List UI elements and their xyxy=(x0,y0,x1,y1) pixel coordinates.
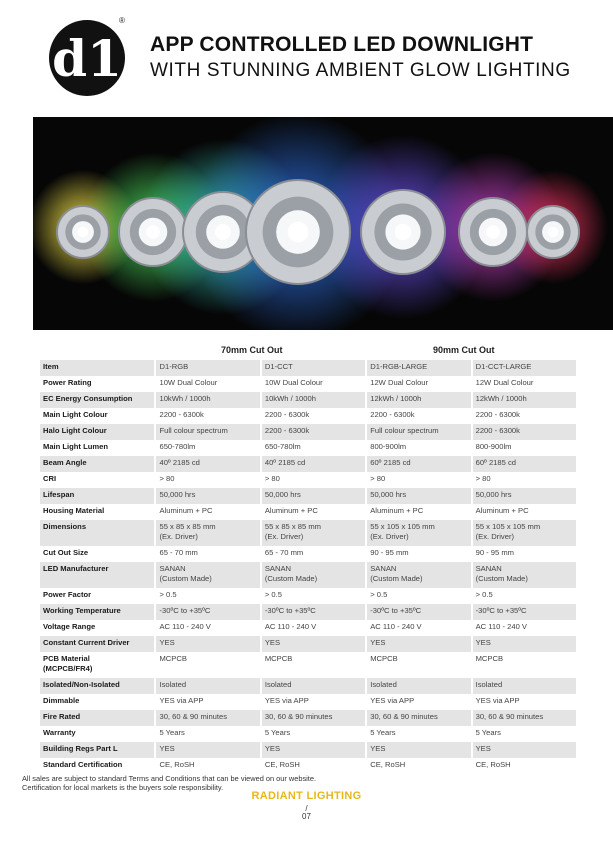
spec-cell: MCPCB xyxy=(471,652,576,678)
row-label: Halo Light Colour xyxy=(40,424,154,440)
spec-cell: 30, 60 & 90 minutes xyxy=(471,710,576,726)
spec-cell: 55 x 85 x 85 mm (Ex. Driver) xyxy=(260,520,365,546)
table-row xyxy=(40,678,576,694)
spec-cell: 12kWh / 1000h xyxy=(471,392,576,408)
spec-cell: 2200 - 6300k xyxy=(471,424,576,440)
table-row xyxy=(40,742,576,758)
row-label: Beam Angle xyxy=(40,456,154,472)
spec-cell: Full colour spectrum xyxy=(365,424,470,440)
spec-cell: YES xyxy=(260,742,365,758)
spec-cell: SANAN (Custom Made) xyxy=(471,562,576,588)
table-row xyxy=(40,546,576,562)
spec-cell: CE, RoSH xyxy=(365,758,470,774)
spec-cell: SANAN (Custom Made) xyxy=(260,562,365,588)
spec-cell: CE, RoSH xyxy=(154,758,259,774)
row-label: Lifespan xyxy=(40,488,154,504)
spec-cell: 90 - 95 mm xyxy=(471,546,576,562)
spec-table xyxy=(40,360,576,774)
row-label: PCB Material (MCPCB/FR4) xyxy=(40,652,154,678)
spec-cell: 2200 - 6300k xyxy=(154,408,259,424)
spec-cell: 30, 60 & 90 minutes xyxy=(154,710,259,726)
spec-cell: 800-900lm xyxy=(365,440,470,456)
spec-cell: YES via APP xyxy=(365,694,470,710)
spec-cell: 650-780lm xyxy=(260,440,365,456)
spec-cell: 2200 - 6300k xyxy=(260,408,365,424)
table-row xyxy=(40,652,576,678)
downlight xyxy=(57,206,109,258)
spec-cell: 60º 2185 cd xyxy=(471,456,576,472)
product-hero-image xyxy=(33,117,613,330)
table-row xyxy=(40,726,576,742)
row-label: Voltage Range xyxy=(40,620,154,636)
spec-cell: 65 - 70 mm xyxy=(154,546,259,562)
table-row xyxy=(40,588,576,604)
downlight xyxy=(119,198,187,266)
row-label: Dimmable xyxy=(40,694,154,710)
spec-cell: YES xyxy=(471,742,576,758)
spec-cell: 50,000 hrs xyxy=(260,488,365,504)
spec-cell: 800-900lm xyxy=(471,440,576,456)
spec-cell: D1-CCT xyxy=(260,360,365,376)
spec-cell: 55 x 105 x 105 mm (Ex. Driver) xyxy=(471,520,576,546)
spec-cell: D1-CCT-LARGE xyxy=(471,360,576,376)
spec-cell: YES via APP xyxy=(471,694,576,710)
page-title: APP CONTROLLED LED DOWNLIGHT xyxy=(150,33,534,56)
row-label: Housing Material xyxy=(40,504,154,520)
spec-cell: Aluminum + PC xyxy=(260,504,365,520)
spec-cell: 40º 2185 cd xyxy=(260,456,365,472)
row-label: Main Light Colour xyxy=(40,408,154,424)
downlight xyxy=(527,206,579,258)
row-label: CRI xyxy=(40,472,154,488)
spec-cell: YES xyxy=(365,742,470,758)
table-row xyxy=(40,562,576,588)
spec-cell: 12W Dual Colour xyxy=(365,376,470,392)
spec-cell: > 0.5 xyxy=(471,588,576,604)
table-row xyxy=(40,710,576,726)
spec-cell: 30, 60 & 90 minutes xyxy=(260,710,365,726)
spec-cell: D1-RGB-LARGE xyxy=(365,360,470,376)
group-header-70mm: 70mm Cut Out xyxy=(221,345,283,355)
spec-cell: YES xyxy=(154,742,259,758)
row-label: EC Energy Consumption xyxy=(40,392,154,408)
table-row xyxy=(40,424,576,440)
row-label: Building Regs Part L xyxy=(40,742,154,758)
row-label: Standard Certification xyxy=(40,758,154,774)
brand-name: RADIANT LIGHTING xyxy=(251,790,362,802)
row-label: Fire Rated xyxy=(40,710,154,726)
table-row xyxy=(40,636,576,652)
spec-cell: YES xyxy=(471,636,576,652)
spec-cell: MCPCB xyxy=(260,652,365,678)
table-row xyxy=(40,504,576,520)
table-row xyxy=(40,392,576,408)
spec-cell: 55 x 85 x 85 mm (Ex. Driver) xyxy=(154,520,259,546)
spec-cell: 50,000 hrs xyxy=(365,488,470,504)
spec-cell: > 80 xyxy=(260,472,365,488)
table-row xyxy=(40,376,576,392)
spec-cell: 50,000 hrs xyxy=(154,488,259,504)
spec-cell: AC 110 - 240 V xyxy=(154,620,259,636)
spec-cell: Aluminum + PC xyxy=(154,504,259,520)
spec-cell: -30ºC to +35ºC xyxy=(365,604,470,620)
row-label: Warranty xyxy=(40,726,154,742)
spec-cell: 12kWh / 1000h xyxy=(365,392,470,408)
spec-cell: 10W Dual Colour xyxy=(260,376,365,392)
spec-cell: 55 x 105 x 105 mm (Ex. Driver) xyxy=(365,520,470,546)
spec-cell: > 0.5 xyxy=(365,588,470,604)
spec-cell: MCPCB xyxy=(365,652,470,678)
spec-cell: CE, RoSH xyxy=(471,758,576,774)
spec-cell: 60º 2185 cd xyxy=(365,456,470,472)
spec-cell: 30, 60 & 90 minutes xyxy=(365,710,470,726)
spec-cell: YES xyxy=(154,636,259,652)
spec-cell: AC 110 - 240 V xyxy=(471,620,576,636)
downlight xyxy=(361,190,445,274)
spec-cell: > 80 xyxy=(154,472,259,488)
spec-cell: > 0.5 xyxy=(154,588,259,604)
spec-cell: > 80 xyxy=(365,472,470,488)
row-label: Main Light Lumen xyxy=(40,440,154,456)
spec-cell: -30ºC to +35ºC xyxy=(471,604,576,620)
page-subtitle: WITH STUNNING AMBIENT GLOW LIGHTING xyxy=(150,60,571,81)
certification-note: Certification for local markets is the buyers sole responsibility. xyxy=(22,783,224,792)
spec-cell: SANAN (Custom Made) xyxy=(154,562,259,588)
spec-cell: > 80 xyxy=(471,472,576,488)
spec-cell: 40º 2185 cd xyxy=(154,456,259,472)
table-row xyxy=(40,456,576,472)
spec-cell: 5 Years xyxy=(471,726,576,742)
row-label: LED Manufacturer xyxy=(40,562,154,588)
spec-cell: 5 Years xyxy=(154,726,259,742)
page-separator: / xyxy=(305,804,308,813)
downlight xyxy=(246,180,350,284)
spec-cell: Full colour spectrum xyxy=(154,424,259,440)
row-label: Power Factor xyxy=(40,588,154,604)
table-row xyxy=(40,472,576,488)
spec-cell: MCPCB xyxy=(154,652,259,678)
spec-cell: YES via APP xyxy=(154,694,259,710)
row-label: Cut Out Size xyxy=(40,546,154,562)
logo-text: d1 xyxy=(52,29,122,88)
spec-cell: 10kWh / 1000h xyxy=(260,392,365,408)
spec-cell: 5 Years xyxy=(260,726,365,742)
d1-logo xyxy=(47,18,127,98)
table-row xyxy=(40,360,576,376)
spec-cell: Isolated xyxy=(471,678,576,694)
spec-cell: 2200 - 6300k xyxy=(260,424,365,440)
spec-cell: 90 - 95 mm xyxy=(365,546,470,562)
spec-cell: Isolated xyxy=(365,678,470,694)
spec-cell: 650-780lm xyxy=(154,440,259,456)
row-label: Constant Current Driver xyxy=(40,636,154,652)
table-row xyxy=(40,408,576,424)
spec-cell: AC 110 - 240 V xyxy=(260,620,365,636)
spec-cell: AC 110 - 240 V xyxy=(365,620,470,636)
table-row xyxy=(40,440,576,456)
terms-note: All sales are subject to standard Terms and Conditions that can be viewed on our website. xyxy=(22,774,317,783)
spec-cell: 50,000 hrs xyxy=(471,488,576,504)
spec-cell: 12W Dual Colour xyxy=(471,376,576,392)
spec-cell: 65 - 70 mm xyxy=(260,546,365,562)
spec-cell: 5 Years xyxy=(365,726,470,742)
spec-cell: Isolated xyxy=(154,678,259,694)
registered-mark: ® xyxy=(119,16,125,25)
page-number: 07 xyxy=(302,812,311,821)
spec-cell: Aluminum + PC xyxy=(471,504,576,520)
spec-cell: SANAN (Custom Made) xyxy=(365,562,470,588)
spec-cell: YES xyxy=(365,636,470,652)
table-row xyxy=(40,694,576,710)
spec-cell: D1-RGB xyxy=(154,360,259,376)
table-row xyxy=(40,758,576,774)
spec-cell: 10kWh / 1000h xyxy=(154,392,259,408)
spec-cell: YES via APP xyxy=(260,694,365,710)
row-label: Item xyxy=(40,360,154,376)
spec-cell: 2200 - 6300k xyxy=(471,408,576,424)
row-label: Dimensions xyxy=(40,520,154,546)
downlight xyxy=(459,198,527,266)
row-label: Isolated/Non-Isolated xyxy=(40,678,154,694)
spec-cell: CE, RoSH xyxy=(260,758,365,774)
group-header-90mm: 90mm Cut Out xyxy=(433,345,495,355)
row-label: Working Temperature xyxy=(40,604,154,620)
table-row xyxy=(40,520,576,546)
spec-cell: YES xyxy=(260,636,365,652)
spec-cell: 10W Dual Colour xyxy=(154,376,259,392)
spec-cell: Aluminum + PC xyxy=(365,504,470,520)
spec-cell: Isolated xyxy=(260,678,365,694)
row-label: Power Rating xyxy=(40,376,154,392)
table-row xyxy=(40,620,576,636)
table-row xyxy=(40,488,576,504)
spec-cell: -30ºC to +35ºC xyxy=(260,604,365,620)
spec-cell: -30ºC to +35ºC xyxy=(154,604,259,620)
spec-cell: 2200 - 6300k xyxy=(365,408,470,424)
table-row xyxy=(40,604,576,620)
spec-cell: > 0.5 xyxy=(260,588,365,604)
